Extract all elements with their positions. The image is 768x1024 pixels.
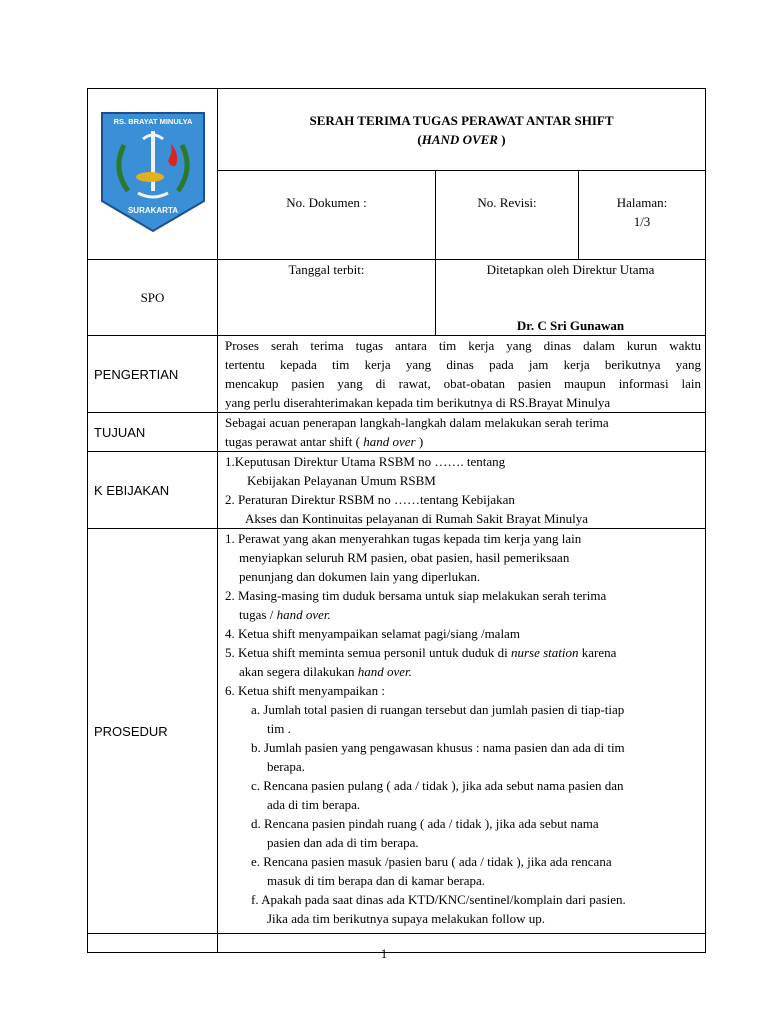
prosedur-subitem: d. Rencana pasien pindah ruang ( ada / tidak ), jika ada sebut nama xyxy=(251,816,599,831)
pengertian-line: tertentu kepada tim kerja yang dinas pada jam kerja berikutnya yang xyxy=(225,357,701,372)
pengertian-line: Proses serah terima tugas antara tim kerja yang dinas dalam kurun waktu xyxy=(225,338,701,353)
logo-city-text: SURAKARTA xyxy=(127,205,178,215)
page-number: 1 xyxy=(380,946,388,961)
tujuan-body xyxy=(218,413,706,452)
pengertian-label: PENGERTIAN xyxy=(88,336,218,413)
prosedur-subitem: ada di tim berapa. xyxy=(267,797,361,812)
kebijakan-line: 2. Peraturan Direktur RSBM no ……tentang Kebijakan xyxy=(225,492,515,507)
halaman-cell xyxy=(579,171,706,260)
prosedur-line: 4. Ketua shift menyampaikan selamat pagi/siang /malam xyxy=(225,626,520,641)
prosedur-subitem: tim . xyxy=(267,721,291,736)
tujuan-text: tugas perawat antar shift ( xyxy=(225,434,364,449)
prosedur-subitem: pasien dan ada di tim berapa. xyxy=(267,835,419,850)
prosedur-line: 6. Ketua shift menyampaikan : xyxy=(225,683,385,698)
prosedur-subitem: f. Apakah pada saat dinas ada KTD/KNC/sentinel/komplain dari pasien. xyxy=(251,892,626,907)
pengertian-body xyxy=(218,336,706,413)
tujuan-text-end: ) xyxy=(415,434,424,449)
prosedur-line xyxy=(225,643,701,662)
no-dokumen-label: No. Dokumen : xyxy=(286,195,367,210)
halaman-value: 1/3 xyxy=(633,214,651,229)
kebijakan-label: K EBIJAKAN xyxy=(88,452,218,529)
hospital-logo xyxy=(98,109,208,235)
logo-org-text: RS. BRAYAT MINULYA xyxy=(113,116,192,126)
prosedur-subitem: a. Jumlah total pasien di ruangan tersebut dan jumlah pasien di tiap-tiap xyxy=(251,702,625,717)
tanggal-terbit-cell xyxy=(218,260,436,336)
document-title: SERAH TERIMA TUGAS PERAWAT ANTAR SHIFT xyxy=(309,112,614,128)
tanggal-terbit-label: Tanggal terbit: xyxy=(288,262,365,277)
tujuan-line: Sebagai acuan penerapan langkah-langkah dalam melakukan serah terima xyxy=(225,415,609,430)
prosedur-subitem: masuk di tim berapa dan di kamar berapa. xyxy=(267,873,486,888)
tujuan-label: TUJUAN xyxy=(88,413,218,452)
document-page xyxy=(87,88,705,929)
spo-table xyxy=(87,88,706,953)
kebijakan-body xyxy=(218,452,706,529)
subtitle-italic: HAND OVER xyxy=(421,131,498,147)
document-title-cell xyxy=(218,89,706,171)
prosedur-text: 5. Ketua shift meminta semua personil untuk duduk di xyxy=(225,645,511,660)
prosedur-subitem: Jika ada tim berikutnya supaya melakukan follow up. xyxy=(267,911,545,926)
prosedur-body xyxy=(218,529,706,934)
kebijakan-line: Akses dan Kontinuitas pelayanan di Rumah Sakit Brayat Minulya xyxy=(245,511,588,526)
document-subtitle xyxy=(218,130,705,149)
tujuan-italic: hand over xyxy=(363,434,416,449)
prosedur-label: PROSEDUR xyxy=(88,529,218,934)
kebijakan-line: Kebijakan Pelayanan Umum RSBM xyxy=(247,473,436,488)
prosedur-subitem: b. Jumlah pasien yang pengawasan khusus : nama pasien dan ada di tim xyxy=(251,740,625,755)
prosedur-line xyxy=(225,605,701,624)
prosedur-subitem: berapa. xyxy=(267,759,305,774)
direktur-name: Dr. C Sri Gunawan xyxy=(516,318,625,333)
prosedur-line: menyiapkan seluruh RM pasien, obat pasien, hasil pemeriksaan xyxy=(239,550,570,565)
kebijakan-line: 1.Keputusan Direktur Utama RSBM no ……. tentang xyxy=(225,454,506,469)
pengertian-line: yang perlu diserahterimakan kepada tim berikutnya di RS.Brayat Minulya xyxy=(225,395,611,410)
prosedur-subitem: e. Rencana pasien masuk /pasien baru ( ada / tidak ), jika ada rencana xyxy=(251,854,612,869)
prosedur-text: tugas / xyxy=(239,607,277,622)
spo-label: SPO xyxy=(88,260,218,336)
prosedur-italic: nurse station xyxy=(510,645,579,660)
ditetapkan-label: Ditetapkan oleh Direktur Utama xyxy=(486,262,655,277)
prosedur-line: 2. Masing-masing tim duduk bersama untuk siap melakukan serah terima xyxy=(225,588,607,603)
prosedur-subitem: c. Rencana pasien pulang ( ada / tidak ), jika ada sebut nama pasien dan xyxy=(251,778,624,793)
no-dokumen-cell xyxy=(218,171,436,260)
prosedur-line xyxy=(225,662,701,681)
prosedur-italic: hand over. xyxy=(276,607,331,622)
tujuan-line xyxy=(225,432,701,451)
pengertian-line: mencakup pasien yang di rawat, obat-obatan pasien maupun informasi lain xyxy=(225,376,701,391)
prosedur-line: 1. Perawat yang akan menyerahkan tugas kepada tim kerja yang lain xyxy=(225,531,582,546)
prosedur-text: karena xyxy=(578,645,617,660)
halaman-label: Halaman: xyxy=(616,195,668,210)
subtitle-close: ) xyxy=(497,131,506,147)
no-revisi-cell xyxy=(436,171,579,260)
ditetapkan-cell xyxy=(436,260,706,336)
prosedur-italic: hand over. xyxy=(357,664,412,679)
no-revisi-label: No. Revisi: xyxy=(477,195,537,210)
prosedur-line: penunjang dan dokumen lain yang diperlukan. xyxy=(239,569,481,584)
subtitle-open: ( xyxy=(417,131,422,147)
prosedur-text: akan segera dilakukan xyxy=(239,664,358,679)
logo-cell xyxy=(88,89,218,260)
